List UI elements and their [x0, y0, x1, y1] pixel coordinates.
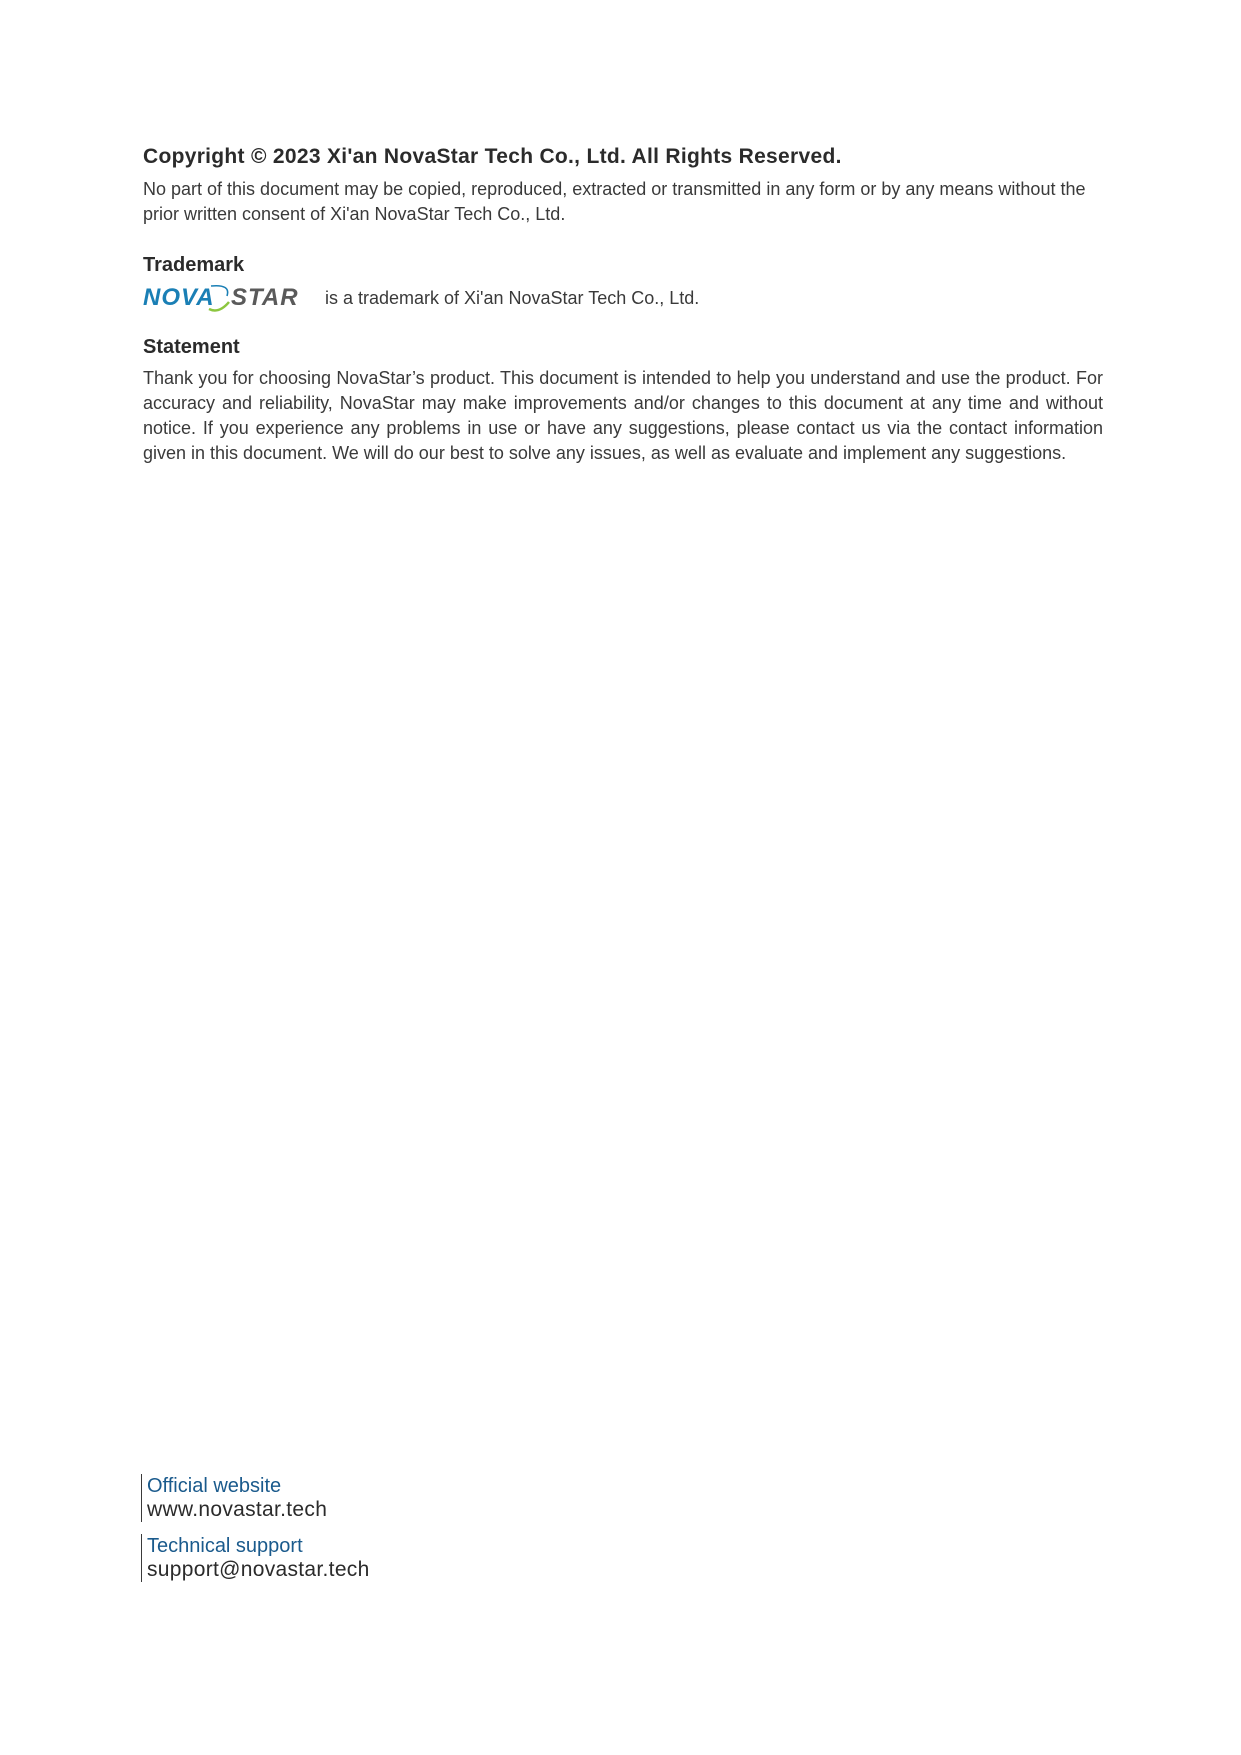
- website-link[interactable]: www.novastar.tech: [147, 1498, 328, 1521]
- trademark-section: [143, 252, 1103, 314]
- website-label: Official website: [147, 1475, 282, 1497]
- svg-text:STAR: STAR: [231, 284, 299, 311]
- statement-section: [143, 334, 1103, 466]
- svg-text:NOVA: NOVA: [143, 284, 215, 311]
- trademark-line: [143, 282, 1103, 314]
- contact-website: [141, 1474, 370, 1522]
- legal-content: [143, 143, 1103, 466]
- copyright-heading: Copyright © 2023 Xi'an NovaStar Tech Co., Ltd. All Rights Reserved.: [143, 145, 842, 168]
- copyright-body: No part of this document may be copied, reproduced, extracted or transmitted in any form or by any means without the prior written consent of Xi'an NovaStar Tech Co., Ltd.: [143, 179, 1086, 224]
- trademark-text: is a trademark of Xi'an NovaStar Tech Co., Ltd.: [325, 287, 700, 308]
- contact-info: [141, 1474, 370, 1594]
- copyright-section: [143, 143, 1103, 227]
- support-email-link[interactable]: support@novastar.tech: [147, 1558, 370, 1581]
- statement-body: Thank you for choosing NovaStar’s product. This document is intended to help you understand and use the product. For accuracy and reliability, NovaStar may make improvements and/or changes to this document at any time and without notice. If you experience any problems in use or have any suggestions, please contact us via the contact information given in this document. We will do our best to solve any issues, as well as evaluate and implement any suggestions.: [143, 368, 1103, 463]
- trademark-heading: Trademark: [143, 254, 245, 276]
- novastar-logo: [143, 282, 317, 314]
- support-label: Technical support: [147, 1535, 303, 1557]
- statement-heading: Statement: [143, 336, 240, 358]
- contact-support: [141, 1534, 370, 1582]
